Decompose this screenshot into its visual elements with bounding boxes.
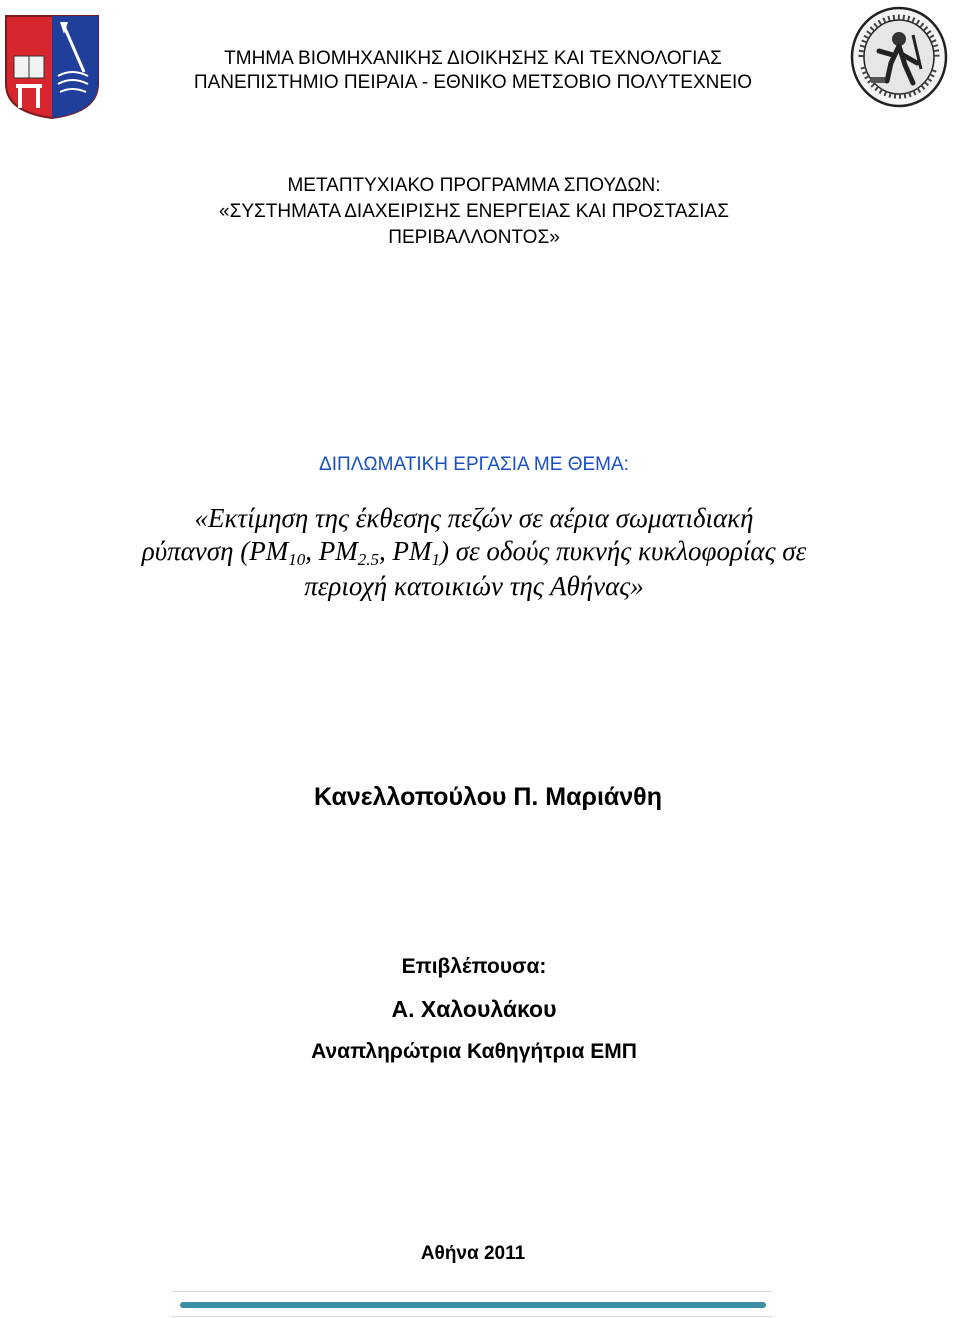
title-text: ρύπανση (PM bbox=[141, 536, 289, 566]
thesis-title-line2 bbox=[0, 535, 948, 567]
supervisor-label: Επιβλέπουσα: bbox=[401, 955, 547, 978]
supervisor-name: Α. Χαλουλάκου bbox=[391, 996, 557, 1022]
title-text: , PM bbox=[378, 536, 432, 566]
thesis-title-line3: περιοχή κατοικιών της Αθήνας» bbox=[304, 571, 644, 601]
footer-accent-bar bbox=[180, 1302, 766, 1308]
program-title-line1: «ΣΥΣΤΗΜΑΤΑ ΔΙΑΧΕΙΡΙΣΗΣ ΕΝΕΡΓΕΙΑΣ ΚΑΙ ΠΡΟΣΤΑΣΙΑΣ bbox=[219, 201, 729, 222]
subscript: 1 bbox=[431, 550, 440, 569]
department-name: ΤΜΗΜΑ ΒΙΟΜΗΧΑΝΙΚΗΣ ΔΙΟΙΚΗΣΗΣ ΚΑΙ ΤΕΧΝΟΛΟΓΙΑΣ bbox=[224, 48, 722, 69]
author-name: Κανελλοπούλου Π. Μαριάνθη bbox=[314, 783, 662, 811]
university-names: ΠΑΝΕΠΙΣΤΗΜΙΟ ΠΕΙΡΑΙΑ - ΕΘΝΙΚΟ ΜΕΤΣΟΒΙΟ ΠΟΛΥΤΕΧΝΕΙΟ bbox=[193, 72, 753, 93]
title-text: ) σε οδούς πυκνής κυκλοφορίας σε bbox=[439, 536, 807, 566]
thesis-title-line1: «Εκτίμηση της έκθεσης πεζών σε αέρια σωματιδιακή bbox=[194, 503, 754, 533]
place-year: Αθήνα 2011 bbox=[420, 1243, 526, 1264]
footer-divider-top bbox=[172, 1291, 772, 1292]
subscript: 2.5 bbox=[357, 550, 379, 569]
program-label: ΜΕΤΑΠΤΥΧΙΑΚΟ ΠΡΟΓΡΑΜΜΑ ΣΠΟΥΔΩΝ: bbox=[287, 175, 661, 196]
program-title-line2: ΠΕΡΙΒΑΛΛΟΝΤΟΣ» bbox=[388, 227, 560, 248]
university-emblem-logo bbox=[2, 12, 102, 120]
supervisor-position: Αναπληρώτρια Καθηγήτρια ΕΜΠ bbox=[311, 1040, 637, 1063]
footer-divider-bottom bbox=[172, 1316, 772, 1317]
ntua-seal-logo bbox=[849, 5, 949, 109]
title-text: , PM bbox=[305, 536, 358, 566]
subscript: 10 bbox=[288, 550, 306, 569]
thesis-label: ΔΙΠΛΩΜΑΤΙΚΗ ΕΡΓΑΣΙΑ ΜΕ ΘΕΜΑ: bbox=[319, 454, 629, 475]
